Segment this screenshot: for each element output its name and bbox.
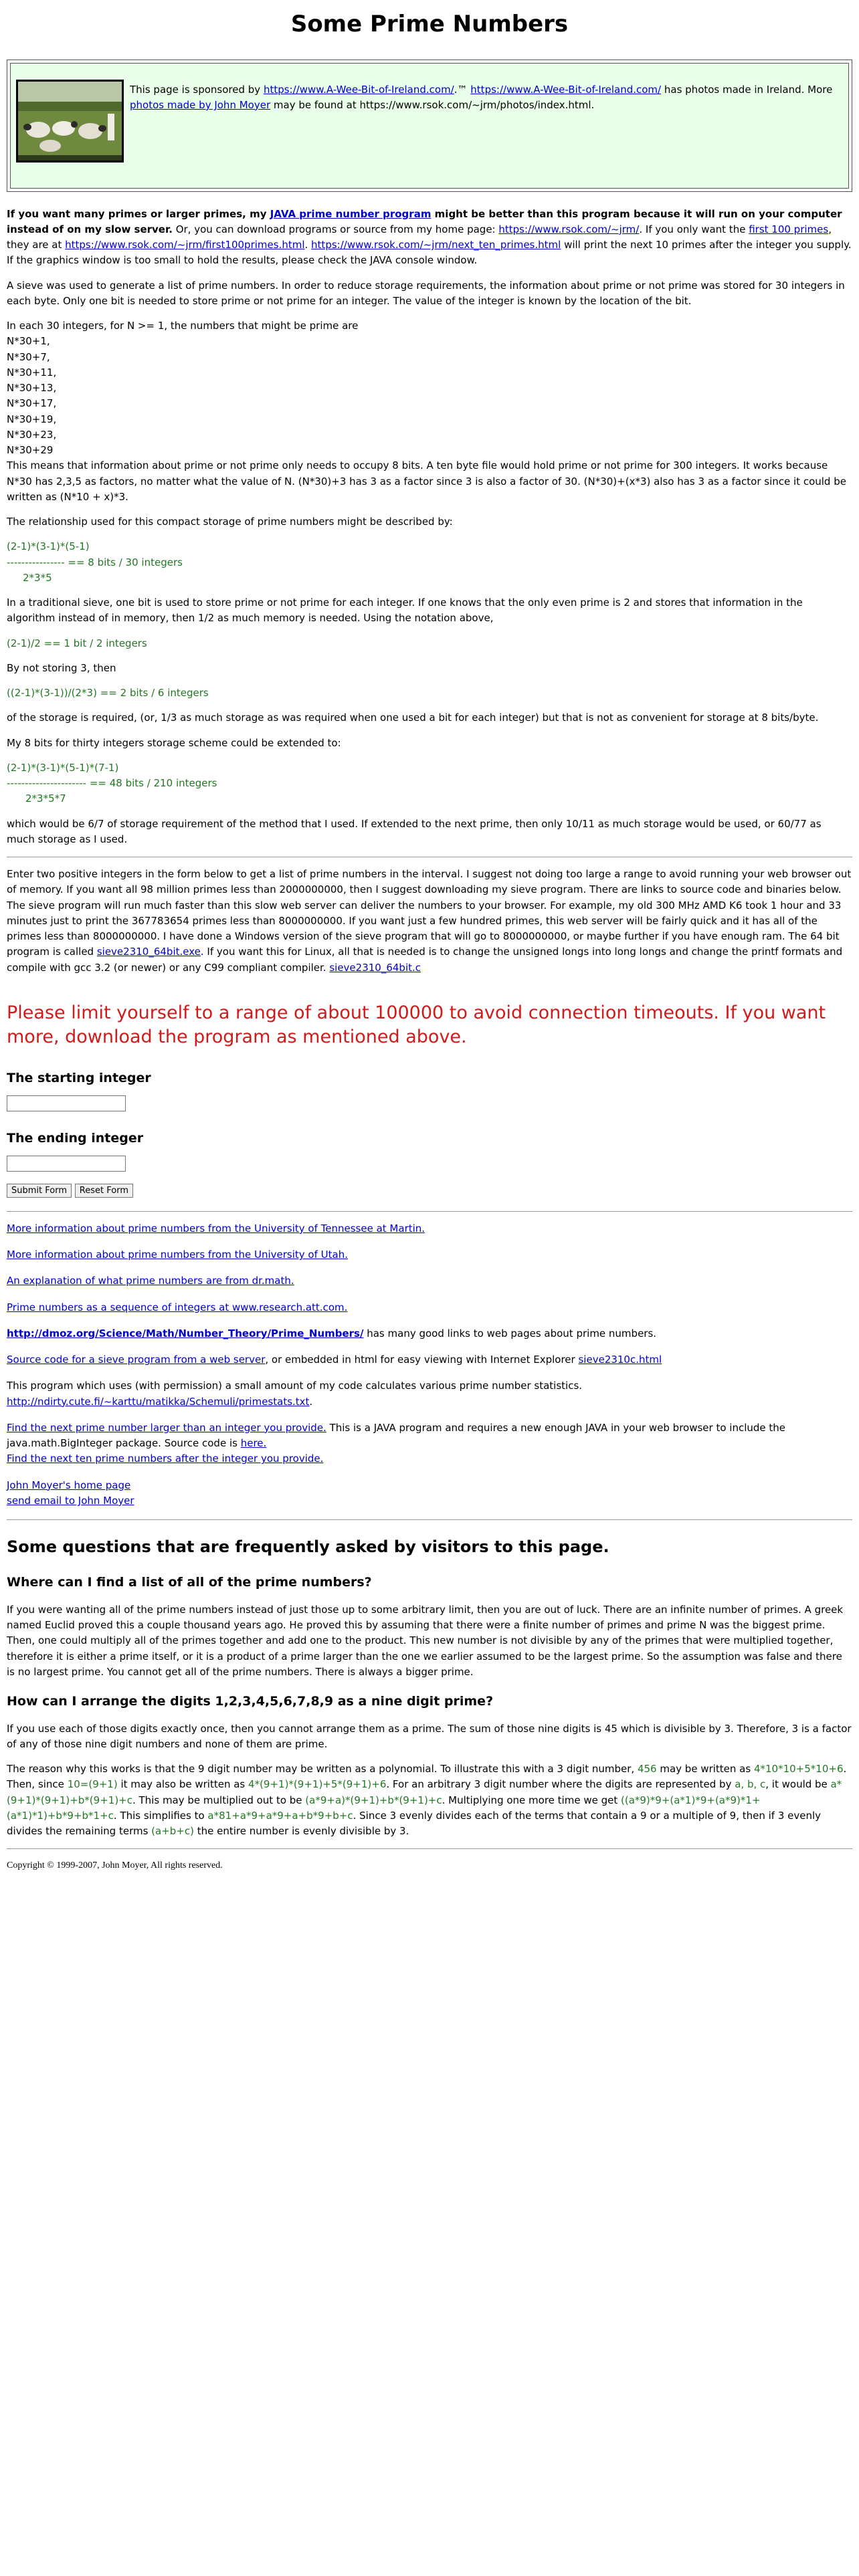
a3-text: . Since 3 evenly divides each of the terms that contain a 9 or a multiple of 9, then if 3 evenly divides the remaining terms <box>7 1809 822 1837</box>
each30-line: N*30+1, <box>7 335 50 348</box>
find-next-text: This is a JAVA program and requires a new enough JAVA in your web browser to include the java.math.BigInteger package. Source code is <box>7 1421 786 1450</box>
first-100-primes-url-link[interactable]: https://www.rsok.com/~jrm/first100primes.html <box>65 239 305 251</box>
primestats-item <box>7 1378 852 1410</box>
formula-1-denominator: 2*3*5 <box>23 571 52 584</box>
formula-4-line: ---------------------- == 48 bits / 210 integers <box>7 777 217 790</box>
traditional-paragraph: In a traditional sieve, one bit is used to store prime or not prime for each integer. If one knows that the only even prime is 2 and stores that information in the algorithm instead of in memory, then 1/2 as much memory is needed. Using the notation above, <box>7 597 803 625</box>
each30-intro: In each 30 integers, for N >= 1, the numbers that might be prime are <box>7 320 359 332</box>
divider <box>7 1211 852 1212</box>
a3-text: . Then, since <box>7 1763 847 1791</box>
home-page-link[interactable]: John Moyer's home page <box>7 1479 131 1491</box>
faq-answer-3 <box>7 1761 852 1839</box>
a3-math: 456 <box>637 1763 657 1775</box>
a3-math: a*81+a*9+a*9+a+b*9+b+c <box>207 1809 353 1822</box>
ending-integer-label: The ending integer <box>7 1130 144 1146</box>
a3-math: ((a*9)*9+(a*1)*9+(a*9)*1+(a*1)*1)+b*9+b*1+c <box>7 1794 761 1822</box>
a3-math: 4*10*10+5*10+6 <box>753 1763 844 1775</box>
first-100-primes-link[interactable]: first 100 primes <box>749 223 829 235</box>
range-warning: Please limit yourself to a range of about 100000 to avoid connection timeouts. If you want more, download the program as mentioned above. <box>7 1002 826 1048</box>
sieve-html-link[interactable]: sieve2310c.html <box>578 1354 662 1366</box>
primestats-text: This program which uses (with permission) a small amount of my code calculates various prime number statistics. <box>7 1380 583 1392</box>
submit-form-button[interactable]: Submit Form <box>7 1184 72 1198</box>
source-here-link[interactable]: here. <box>240 1437 267 1450</box>
sponsor-mid: has photos made in Ireland. More <box>661 83 833 96</box>
each30-line: N*30+29 <box>7 444 54 457</box>
sheep-photo[interactable] <box>16 80 124 163</box>
next-ten-primes-url-link[interactable]: https://www.rsok.com/~jrm/next_ten_primes.html <box>311 239 561 251</box>
home-url-link[interactable]: https://www.rsok.com/~jrm/ <box>498 223 640 235</box>
intro-text-1: Or, you can download programs or source from my home page: <box>172 223 499 235</box>
my8bits-paragraph: My 8 bits for thirty integers storage scheme could be extended to: <box>7 736 341 749</box>
which-would-paragraph: which would be 6/7 of storage requirement of the method that I used. If extended to the next prime, then only 10/11 as much storage would be used, or 60/77 as much storage as I used. <box>7 817 822 845</box>
dmoz-item <box>7 1326 852 1341</box>
source-text: , or embedded in html for easy viewing with Internet Explorer <box>265 1354 579 1366</box>
sponsor-text <box>130 82 843 114</box>
sponsor-pre: This page is sponsored by <box>130 83 264 96</box>
ireland-link[interactable]: https://www.A-Wee-Bit-of-Ireland.com/ <box>263 83 454 96</box>
trademark: .™ <box>454 83 471 96</box>
means-paragraph: This means that information about prime or not prime only needs to occupy 8 bits. A ten byte file would hold prime or not prime for 300 integers. It works because N*30 has 2,3,5 as factors, no matter what the value of N. (N*30)+3 has 3 as a factor since 3 is also a factor of 30. (N*30)+(x*3) also has 3 as a factor since it could be written as (N*10 + x)*3. <box>7 459 846 503</box>
a3-text: . Multiplying one more time we get <box>442 1794 621 1806</box>
reset-form-button[interactable]: Reset Form <box>75 1184 133 1198</box>
sieve-exe-link[interactable]: sieve2310_64bit.exe <box>96 946 201 958</box>
a3-math: (a*9+a)*(9+1)+b*(9+1)+c <box>305 1794 442 1806</box>
formula-4 <box>7 760 852 807</box>
a3-math: 4*(9+1)*(9+1)+5*(9+1)+6 <box>248 1778 387 1791</box>
ireland-link-2[interactable]: https://www.A-Wee-Bit-of-Ireland.com/ <box>470 83 662 96</box>
copyright: Copyright © 1999-2007, John Moyer, All rights reserved. <box>7 1860 223 1871</box>
formula-2: (2-1)/2 == 1 bit / 2 integers <box>7 637 147 649</box>
intro-text-5: will print the next 10 primes after the integer you supply. If the graphics window is too small to hold the results, please check the JAVA console window. <box>7 239 852 267</box>
links-section <box>7 1221 852 1509</box>
each30-line: N*30+7, <box>7 350 50 363</box>
formula-4-numerator: (2-1)*(3-1)*(5-1)*(7-1) <box>7 761 119 774</box>
contact-item <box>7 1478 852 1509</box>
a3-text: . For an arbitrary 3 digit number where the digits are represented by <box>386 1778 735 1791</box>
att-link[interactable]: Prime numbers as a sequence of integers at www.research.att.com. <box>7 1301 348 1313</box>
dmoz-text: has many good links to web pages about prime numbers. <box>363 1327 657 1339</box>
divider <box>7 1519 852 1520</box>
intro-bold-1: If you want many primes or larger primes, my <box>7 207 270 220</box>
each30-block <box>7 318 852 458</box>
a3-text: . This may be multiplied out to be <box>132 1794 306 1806</box>
prime-range-form <box>7 1069 852 1198</box>
intro-bold-2: might be better than this program because it will run on your computer instead of on my slow server. <box>7 207 842 235</box>
formula-1 <box>7 539 852 586</box>
source-code-link[interactable]: Source code for a sieve program from a web server <box>7 1354 266 1366</box>
page <box>0 7 859 1873</box>
a3-math: a*(9+1)*(9+1)+b*(9+1)+c <box>7 1778 842 1806</box>
sieve-c-link[interactable]: sieve2310_64bit.c <box>329 961 421 974</box>
of-storage-paragraph: of the storage is required, (or, 1/3 as much storage as was required when one used a bit for each integer) but that is not as convenient for storage at 8 bits/byte. <box>7 712 819 724</box>
sponsor-post: may be found at https://www.rsok.com/~jrm/photos/index.html. <box>270 98 595 111</box>
not-storing-text: By not storing 3, then <box>7 661 116 674</box>
enter-text-2: . If you want this for Linux, all that is needed is to change the unsigned longs into long longs and change the printf formats and compile with gcc 3.2 (or newer) or any C99 compliant compiler. <box>7 946 843 974</box>
faq-question-2: How can I arrange the digits 1,2,3,4,5,6,7,8,9 as a nine digit prime? <box>7 1694 494 1709</box>
each30-line: N*30+13, <box>7 382 57 395</box>
faq-question-1: Where can I find a list of all of the prime numbers? <box>7 1575 372 1590</box>
primestats-after: . <box>309 1395 313 1408</box>
find-next-item <box>7 1420 852 1467</box>
utah-link[interactable]: More information about prime numbers from the University of Utah. <box>7 1249 348 1261</box>
photos-link[interactable]: photos made by John Moyer <box>130 98 271 111</box>
intro-text-3: , they are at <box>7 223 832 251</box>
find-next-prime-link[interactable]: Find the next prime number larger than an integer you provide. <box>7 1421 326 1434</box>
find-next-ten-link[interactable]: Find the next ten prime numbers after the integer you provide. <box>7 1453 324 1465</box>
each30-line: N*30+17, <box>7 397 57 410</box>
starting-integer-input[interactable] <box>7 1095 126 1111</box>
intro-paragraph <box>7 207 852 269</box>
a3-text: may be written as <box>656 1763 754 1775</box>
starting-integer-label: The starting integer <box>7 1070 151 1085</box>
utm-link[interactable]: More information about prime numbers from the University of Tennessee at Martin. <box>7 1222 425 1235</box>
sheep-photo-image <box>18 82 122 160</box>
a3-text: the entire number is evenly divisible by 3. <box>193 1825 409 1837</box>
relationship-paragraph: The relationship used for this compact storage of prime numbers might be described by: <box>7 516 453 528</box>
a3-math: 10=(9+1) <box>67 1778 118 1791</box>
enter-text-1: Enter two positive integers in the form below to get a list of prime numbers in the interval. I suggest not doing too large a range to avoid running your web browser out of memory. If you want all 98 million primes less than 2000000000, then I suggest downloading my sieve program. There are links to source code and binaries below. The sieve program will run much faster than this slow web server can deliver the numbers to your browser. For example, my old 300 MHz AMD K6 took 1 hour and 33 minutes just to print the 367783654 primes less than 8000000000. If you want just a few hundred primes, this web server will be fairly quick and it has all of the primes less than 8000000000. I have done a Windows version of the sieve program that will go to 8000000000, or maybe further if you have enough ram. The 64 bit program is called <box>7 868 852 958</box>
each30-line: N*30+11, <box>7 366 57 379</box>
drmath-link[interactable]: An explanation of what prime numbers are from dr.math. <box>7 1275 294 1287</box>
a3-text: . This simplifies to <box>113 1809 208 1822</box>
faq-answer-1: If you were wanting all of the prime numbers instead of just those up to some arbitrary limit, then you are out of luck. There are an infinite number of primes. A greek named Euclid proved this a couple thousand years ago. He proved this by assuming that there were a finite number of primes and prime N was the biggest prime. Then, one could multiply all of the primes together and add one to the product. This new number is not divisible by any of the primes that were multiplied together, therefore it is either a prime itself, or it is a product of a prime larger than the one we earlier assumed to be the largest prime. So the assumption was false and there is no largest prime. You cannot get all of the prime numbers. There is always a bigger prime. <box>7 1603 844 1678</box>
intro-text-4: . <box>304 239 312 251</box>
sponsor-box <box>10 63 849 189</box>
source-item <box>7 1352 852 1368</box>
faq-heading: Some questions that are frequently asked by visitors to this page. <box>7 1537 609 1557</box>
page-title: Some Prime Numbers <box>290 11 569 37</box>
a3-text: The reason why this works is that the 9 digit number may be written as a polynomial. To illustrate this with a 3 digit number, <box>7 1763 638 1775</box>
divider <box>7 1848 852 1849</box>
sieve-paragraph: A sieve was used to generate a list of prime numbers. In order to reduce storage requirements, the information about prime or not prime was stored for 30 integers in each byte. Only one bit is needed to store prime or not prime for an integer. The value of the integer is known by the location of the bit. <box>7 279 845 307</box>
formula-4-denominator: 2*3*5*7 <box>25 792 66 805</box>
java-program-link[interactable]: JAVA prime number program <box>270 207 432 220</box>
ending-integer-input[interactable] <box>7 1156 126 1172</box>
dmoz-link[interactable]: http://dmoz.org/Science/Math/Number_Theory/Prime_Numbers/ <box>7 1327 364 1339</box>
each30-line: N*30+23, <box>7 428 57 441</box>
a3-text: it may also be written as <box>117 1778 249 1791</box>
formula-1-line: ---------------- == 8 bits / 30 integers <box>7 556 183 568</box>
intro-text-2: . If you only want the <box>639 223 749 235</box>
primestats-link[interactable]: http://ndirty.cute.fi/~karttu/matikka/Schemuli/primestats.txt <box>7 1395 310 1408</box>
a3-math: (a+b+c) <box>151 1825 194 1837</box>
formula-1-numerator: (2-1)*(3-1)*(5-1) <box>7 540 90 553</box>
faq-answer-2: If you use each of those digits exactly once, then you cannot arrange them as a prime. The sum of those nine digits is 45 which is divisible by 3. Therefore, 3 is a factor of any of those nine digit numbers and none of them are prime. <box>7 1722 852 1750</box>
form-buttons <box>7 1182 852 1198</box>
each30-line: N*30+19, <box>7 413 57 425</box>
email-link[interactable]: send email to John Moyer <box>7 1494 134 1507</box>
formula-3: ((2-1)*(3-1))/(2*3) == 2 bits / 6 integers <box>7 687 209 700</box>
a3-text: , it would be <box>765 1778 831 1791</box>
sponsor-frame <box>7 60 852 192</box>
enter-paragraph <box>7 867 852 976</box>
a3-math: a, b, c <box>735 1778 766 1791</box>
